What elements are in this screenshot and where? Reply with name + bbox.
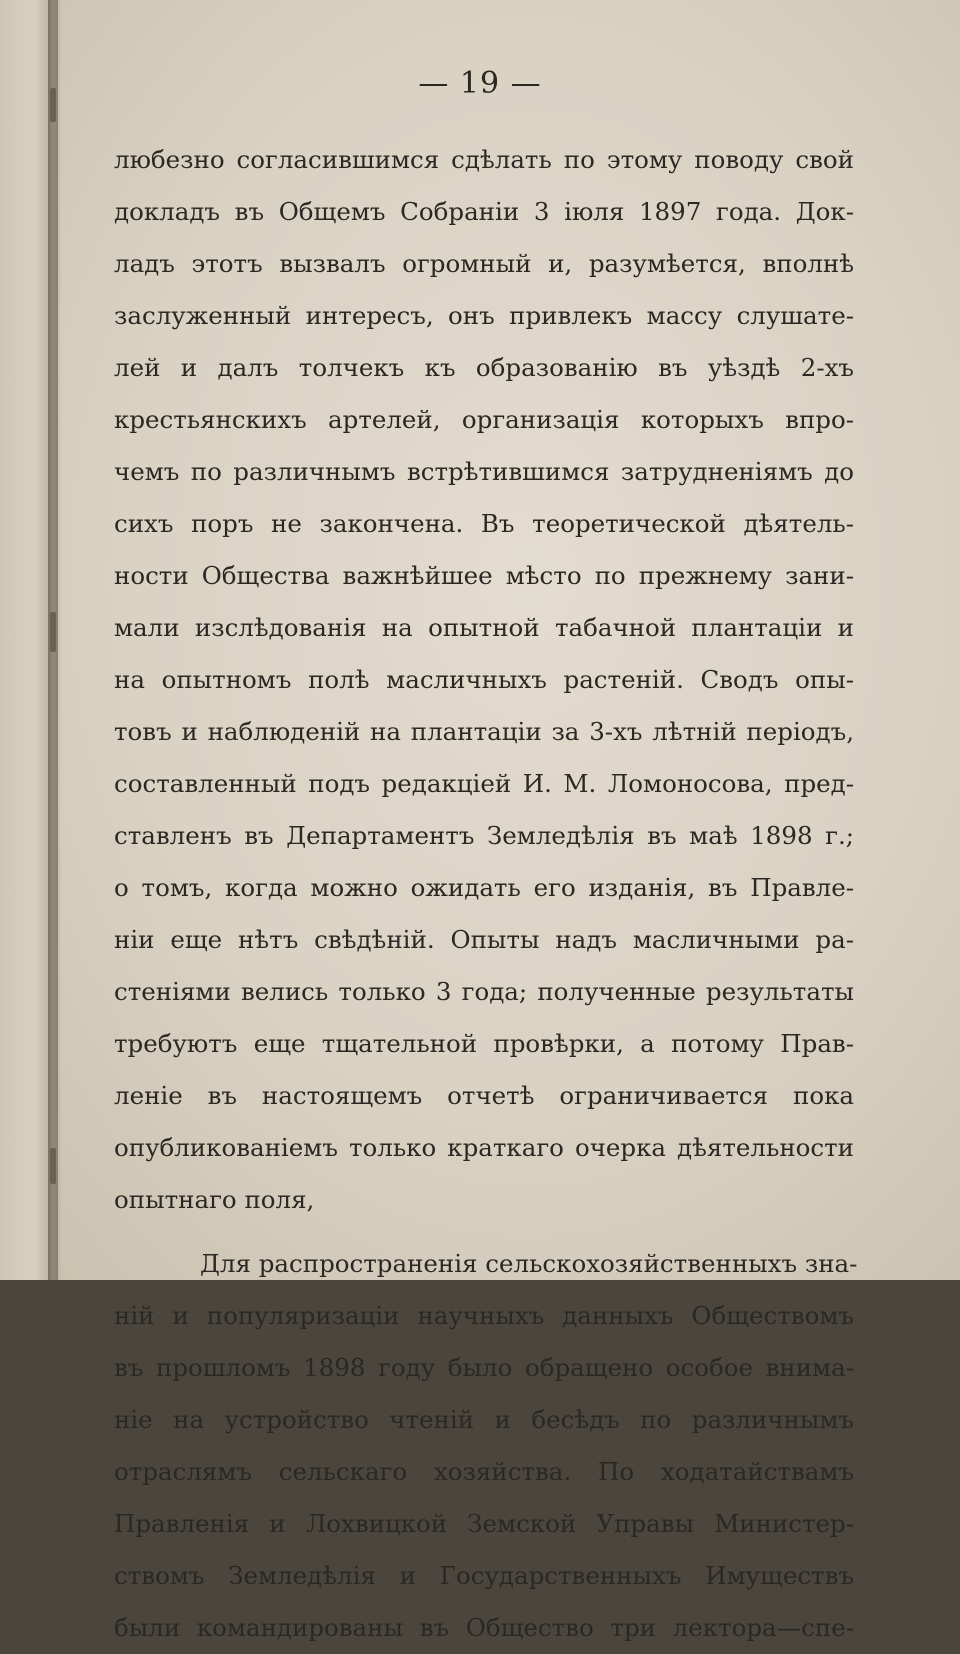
paragraph <box>114 134 854 1226</box>
binding-stitch <box>50 1148 56 1184</box>
text-line: въ прошломъ 1898 году было обращено особое внима- <box>114 1353 854 1382</box>
text-line: на опытномъ полѣ масличныхъ растеній. Сводъ опы- <box>114 665 854 694</box>
text-line: были командированы въ Общество три лектора—спе- <box>114 1613 854 1642</box>
text-line: Для распространенія сельскохозяйственныхъ зна- <box>200 1249 858 1278</box>
text-line: ладъ этотъ вызвалъ огромный и, разумѣется, вполнѣ <box>114 249 854 278</box>
text-line: стеніями велись только 3 года; полученные результаты <box>114 977 854 1006</box>
text-line: ніи еще нѣтъ свѣдѣній. Опыты надъ масличными ра- <box>114 925 854 954</box>
text-line: докладъ въ Общемъ Собраніи 3 іюля 1897 года. Док- <box>114 197 854 226</box>
text-line: любезно согласившимся сдѣлать по этому поводу свой <box>114 145 854 174</box>
text-line: ніе на устройство чтеній и бесѣдъ по различнымъ <box>114 1405 854 1434</box>
text-line: опытнаго поля, <box>114 1185 315 1214</box>
text-line: сихъ поръ не закончена. Въ теоретической дѣятель- <box>114 509 854 538</box>
text-line: о томъ, когда можно ожидать его изданія, въ Правле- <box>114 873 854 902</box>
text-line: ній и популяризаціи научныхъ данныхъ Обществомъ <box>114 1301 854 1330</box>
body-text <box>114 134 858 1654</box>
text-line: леніе въ настоящемъ отчетѣ ограничивается пока <box>114 1081 854 1110</box>
text-line: требуютъ еще тщательной провѣрки, а потому Прав- <box>114 1029 854 1058</box>
text-line: заслуженный интересъ, онъ привлекъ массу слушате- <box>114 301 854 330</box>
text-line: лей и далъ толчекъ къ образованію въ уѣздѣ 2-хъ <box>114 353 854 382</box>
text-line: отраслямъ сельскаго хозяйства. По ходатайствамъ <box>114 1457 854 1486</box>
text-line: составленный подъ редакціей И. М. Ломоносова, пред- <box>114 769 854 798</box>
text-line: чемъ по различнымъ встрѣтившимся затрудненіямъ до <box>114 457 854 486</box>
text-line: опубликованіемъ только краткаго очерка дѣятельности <box>114 1133 854 1162</box>
page-number: — 19 — <box>418 66 542 101</box>
text-line: ности Общества важнѣйшее мѣсто по прежнему зани- <box>114 561 854 590</box>
text-line: ствомъ Земледѣлія и Государственныхъ Имуществъ <box>114 1561 854 1590</box>
paragraph <box>114 1238 858 1654</box>
text-line: крестьянскихъ артелей, организація которыхъ впро- <box>114 405 854 434</box>
text-line: товъ и наблюденій на плантаціи за 3-хъ лѣтній періодъ, <box>114 717 854 746</box>
text-line: мали изслѣдованія на опытной табачной плантаціи и <box>114 613 854 642</box>
text-line: ставленъ въ Департаментъ Земледѣлія въ маѣ 1898 г.; <box>114 821 854 850</box>
binding-stitch <box>50 612 56 652</box>
text-line: Правленія и Лохвицкой Земской Управы Министер- <box>114 1509 854 1538</box>
